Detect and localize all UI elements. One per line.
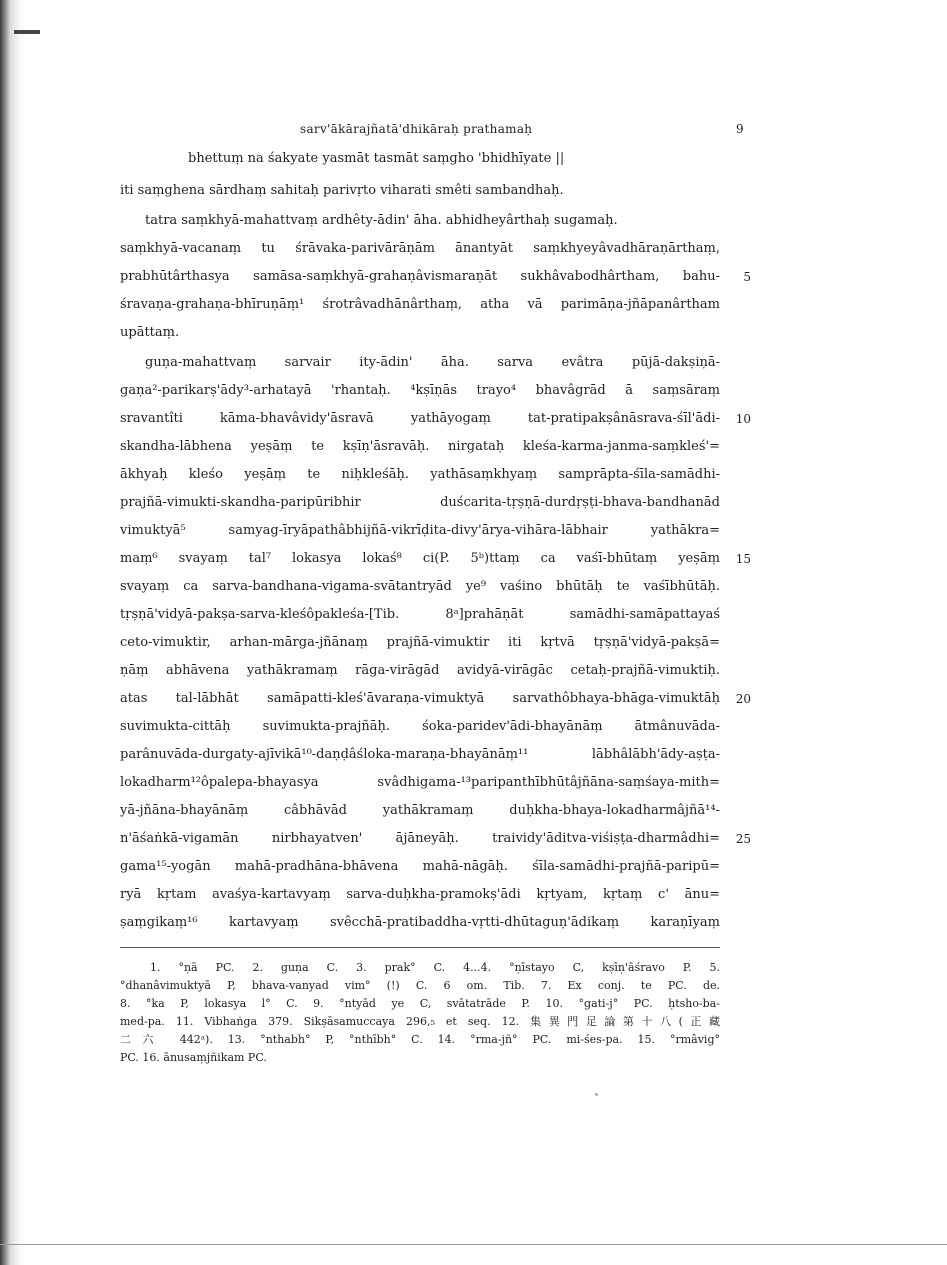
text-line: prabhūtârthasya samāsa-saṃkhyā-grahaṇâvismaraṇāt sukhâvabodhârtham, bahu- bbox=[120, 269, 720, 284]
text-line: upāttaṃ. bbox=[120, 325, 180, 340]
text-line: sravantîti kāma-bhavâvidy'āsravā yathāyogaṃ tat-pratipakṣânāsrava-śīl'ādi- bbox=[120, 411, 720, 426]
text-line: ceto-vimuktir, arhan-mārga-jñānaṃ prajñā-vimuktir iti kṛtvā tṛṣṇā'vidyā-pakṣā= bbox=[120, 635, 720, 650]
text-line: ṇāṃ abhāvena yathākramaṃ rāga-virāgād avidyā-virāgāc cetaḥ-prajñā-vimuktiḥ. bbox=[120, 663, 720, 678]
text-line: gama¹⁵-yogān mahā-pradhāna-bhāvena mahā-nāgāḥ. śīla-samādhi-prajñā-paripū= bbox=[120, 859, 720, 874]
text-line: gaṇa²-parikarṣ'ādy³-arhatayā 'rhantaḥ. ⁴kṣīṇās trayo⁴ bhavâgrād ā saṃsāraṃ bbox=[120, 383, 720, 398]
text-line: suvimukta-cittāḥ suvimukta-prajñāḥ. śoka-paridev'ādi-bhayānāṃ ātmânuvāda- bbox=[120, 719, 720, 734]
text-line: guṇa-mahattvaṃ sarvair ity-ādin' āha. sarva evâtra pūjā-dakṣiṇā- bbox=[145, 355, 720, 370]
line-number: 20 bbox=[735, 692, 751, 706]
text-line: ākhyaḥ kleśo yeṣāṃ te niḥkleśāḥ. yathāsaṃkhyaṃ samprāpta-śīla-samādhi- bbox=[120, 467, 720, 482]
line-number: 5 bbox=[743, 270, 751, 284]
footnote-line: 二六 442ᵃ). 13. °nthabh° P, °nthībh° C. 14. °rma-jñ° PC. mi-śes-pa. 15. °rmâvig° bbox=[120, 1033, 720, 1046]
text-line: tatra saṃkhyā-mahattvaṃ ardhêty-ādin' āha. abhidheyârthaḥ sugamaḥ. bbox=[145, 213, 618, 228]
text-line: skandha-lābhena yeṣāṃ te kṣīṇ'āsravāḥ. nirgataḥ kleśa-karma-janma-saṃkleś'= bbox=[120, 439, 720, 454]
text-line: bhettuṃ na śakyate yasmāt tasmāt saṃgho 'bhidhīyate || bbox=[188, 151, 565, 166]
footnote-line: med-pa. 11. Vibhaṅga 379. Sikṣāsamuccaya 296,₅ et seq. 12. 集異門足論第十八(正藏 bbox=[120, 1015, 720, 1028]
text-line: n'āśaṅkā-vigamān nirbhayatven' ājāneyāḥ. traividy'āditva-viśiṣṭa-dharmâdhi= bbox=[120, 831, 720, 846]
text-line: maṃ⁶ svayaṃ tal⁷ lokasya lokaś⁸ ci(P. 5ᵇ)ttaṃ ca vaśī-bhūtaṃ yeṣāṃ bbox=[120, 551, 720, 566]
line-number: 25 bbox=[735, 832, 751, 846]
text-line: ṣaṃgikaṃ¹⁶ kartavyaṃ svêcchā-pratibaddha-vṛtti-dhūtaguṇ'ādikaṃ karaṇīyaṃ bbox=[120, 915, 720, 930]
text-line: saṃkhyā-vacanaṃ tu śrāvaka-parivārāṇām ānantyāt saṃkhyeyâvadhāraṇārthaṃ, bbox=[120, 241, 720, 256]
text-line: yā-jñāna-bhayānāṃ câbhāvād yathākramaṃ duḥkha-bhaya-lokadharmâjñā¹⁴- bbox=[120, 803, 720, 818]
scan-binding-shadow bbox=[0, 0, 26, 1265]
text-line: lokadharm¹²ôpalepa-bhayasya svâdhigama-¹³paripanthībhūtâjñāna-saṃśaya-mith= bbox=[120, 775, 720, 790]
text-line: iti saṃghena sārdhaṃ sahitaḥ parivṛto viharati smêti sambandhaḥ. bbox=[120, 183, 564, 198]
scan-bottom-edge bbox=[0, 1244, 947, 1245]
text-line: prajñā-vimukti-skandha-paripūribhir duścarita-tṛṣṇā-durdṛṣṭi-bhava-bandhanād bbox=[120, 495, 720, 510]
text-line: svayaṃ ca sarva-bandhana-vigama-svātantryād ye⁹ vaśino bhūtāḥ te vaśībhūtāḥ. bbox=[120, 579, 720, 594]
footnote-separator bbox=[120, 947, 720, 948]
footnote-line: 1. °ṇā PC. 2. guṇa C. 3. prak° C. 4...4. °ṇīstayo C, kṣīṇ'āśravo P. 5. bbox=[150, 961, 720, 974]
footnote-line: PC. 16. ānusaṃjñikam PC. bbox=[120, 1051, 267, 1064]
scan-mark bbox=[14, 30, 40, 34]
footnote-line: °dhanâvimuktyā P, bhava-vanyad vim° (!) C. 6 om. Tib. 7. Ex conj. te PC. de. bbox=[120, 979, 720, 992]
line-number: 15 bbox=[735, 552, 751, 566]
text-line: śravaṇa-grahaṇa-bhīruṇāṃ¹ śrotrâvadhānârthaṃ, atha vā parimāṇa-jñāpanârtham bbox=[120, 297, 720, 312]
page-number: 9 bbox=[736, 122, 744, 136]
text-line: tṛṣṇā'vidyā-pakṣa-sarva-kleśôpakleśa-[Tib. 8ᵃ]prahāṇāt samādhi-samāpattayaś bbox=[120, 607, 720, 622]
running-title: sarv'ākārajñatā'dhikāraḥ prathamaḥ bbox=[300, 122, 533, 136]
text-line: atas tal-lābhāt samāpatti-kleś'āvaraṇa-vimuktyā sarvathôbhaya-bhāga-vimuktāḥ bbox=[120, 691, 720, 706]
text-line: parânuvāda-durgaty-ajīvikā¹⁰-daṇḍâśloka-maraṇa-bhayānāṃ¹¹ lābhâlābh'ādy-aṣṭa- bbox=[120, 747, 720, 762]
line-number: 10 bbox=[735, 412, 751, 426]
text-line: ryā kṛtam avaśya-kartavyaṃ sarva-duḥkha-pramokṣ'ādi kṛtyam, kṛtaṃ c' ānu= bbox=[120, 887, 720, 902]
scan-speck bbox=[595, 1093, 598, 1096]
footnote-line: 8. °ka P, lokasya l° C. 9. °ntyād ye C, svātatrāde P. 10. °gati-j° PC. ḥtsho-ba- bbox=[120, 997, 720, 1010]
text-line: vimuktyā⁵ samyag-īryāpathâbhijñā-vikrīḍita-divy'ārya-vihāra-lābhair yathākra= bbox=[120, 523, 720, 538]
